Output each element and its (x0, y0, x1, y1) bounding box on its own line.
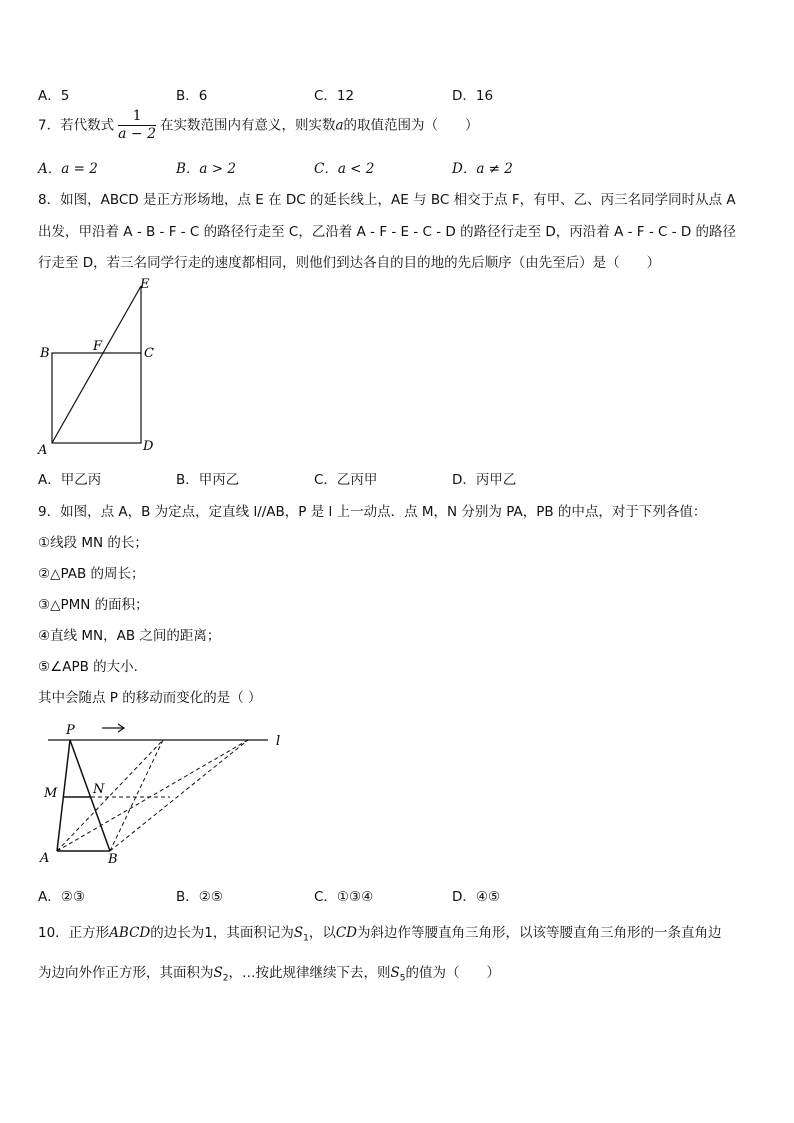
label-d: D (143, 439, 154, 454)
q9-option-d: D．④⑤ (452, 889, 501, 905)
q7-stem-before: 7．若代数式 (38, 117, 115, 134)
q10-text-1d: 为斜边作等腰直角三角形，以该等腰直角三角形的一条直角边 (357, 925, 722, 941)
segment-pa (57, 740, 70, 851)
q10-text-2a: 为边向外作正方形，其面积为 (38, 965, 214, 981)
q7-variable: a (335, 117, 344, 134)
q8-stem-line-2: 出发，甲沿着 A - B - F - C 的路径行走至 C，乙沿着 A - F - E - C - D 的路径行走至 D，丙沿着 A - F - C - D 的路径 (38, 224, 737, 240)
q10-abcd: ABCD (109, 925, 151, 941)
q10-s1-sub: 1 (303, 933, 309, 944)
q10-s1: S (293, 925, 304, 941)
q7-stem-mid: 在实数范围内有意义，则实数 (159, 117, 336, 134)
q8-option-a: A．甲乙丙 (38, 472, 102, 488)
q8-option-c: C．乙丙甲 (314, 472, 378, 488)
q8-stem-line-1: 8．如图，ABCD 是正方形场地，点 E 在 DC 的延长线上，AE 与 BC 相交于点 F，有甲、乙、丙三名同学同时从点 A (38, 192, 736, 208)
q7-option-a: A．a = 2 (38, 161, 98, 177)
q9-option-a: A．②③ (38, 889, 85, 905)
q10-s5: S (390, 965, 400, 981)
q8-stem-line-3: 行走至 D，若三名同学行走的速度都相同，则他们到达各自的目的地的先后顺序（由先至后）是（ ） (38, 255, 661, 271)
square-abcd (52, 353, 141, 443)
dashed-lines (57, 740, 248, 851)
q10-line-1 (38, 921, 722, 944)
q7-option-d: D．a ≠ 2 (452, 161, 513, 177)
q9-stem: 9．如图，点 A，B 为定点，定直线 l//AB，P 是 l 上一动点．点 M，N 分别为 PA，PB 的中点，对于下列各值： (38, 504, 707, 520)
q10-text-2b: ，…按此规律继续下去，则 (228, 965, 391, 981)
q10-cd: CD (335, 925, 357, 941)
q7-stem (38, 108, 479, 143)
label-n: N (93, 782, 105, 797)
q9-option-c: C．①③④ (314, 889, 374, 905)
q10-text-1c: ，以 (308, 925, 336, 941)
q8-option-d: D．丙甲乙 (452, 472, 517, 488)
q10-s2-sub: 2 (222, 973, 229, 984)
q10-text-2c: 的值为（ ） (405, 965, 500, 981)
q10-line-2 (38, 961, 500, 984)
label-b: B (40, 346, 50, 361)
q6-option-d: D．16 (452, 88, 494, 104)
q9-item-2: ②△PAB 的周长； (38, 566, 145, 582)
q7-frac-denominator: a − 2 (118, 126, 156, 142)
q8-option-b: B．甲丙乙 (176, 472, 240, 488)
label-e: E (140, 277, 150, 292)
q10-s2: S (213, 965, 223, 981)
label-b: B (108, 852, 118, 867)
label-l: l (276, 734, 281, 749)
q9-item-4: ④直线 MN，AB 之间的距离； (38, 628, 221, 644)
q6-option-c: C．12 (314, 88, 355, 104)
q7-option-c: C．a < 2 (314, 161, 375, 177)
q6-option-a: A．5 (38, 88, 70, 104)
label-a: A (40, 851, 50, 866)
q7-frac-numerator: 1 (118, 108, 156, 126)
q7-option-b: B．a > 2 (176, 161, 236, 177)
q10-s5-sub: 5 (399, 973, 406, 984)
label-a: A (38, 443, 48, 458)
q7-stem-after: 的取值范围为（ ） (343, 117, 479, 134)
q7-fraction (118, 108, 156, 143)
q6-option-b: B．6 (176, 88, 208, 104)
q9-question: 其中会随点 P 的移动而变化的是（ ） (38, 690, 262, 706)
q9-item-5: ⑤∠APB 的大小． (38, 659, 148, 675)
label-m: M (44, 786, 58, 801)
q9-option-b: B．②⑤ (176, 889, 223, 905)
q10-text-1a: 10．正方形 (38, 925, 110, 941)
label-c: C (144, 346, 154, 361)
label-f: F (93, 339, 103, 354)
q9-item-1: ①线段 MN 的长； (38, 535, 148, 551)
q10-text-1b: 的边长为1，其面积记为 (150, 925, 294, 941)
q9-triangle-figure (36, 718, 296, 870)
segment-ae (52, 286, 141, 443)
label-p: P (66, 723, 75, 738)
q8-square-figure (30, 276, 170, 458)
q9-item-3: ③△PMN 的面积； (38, 597, 149, 613)
